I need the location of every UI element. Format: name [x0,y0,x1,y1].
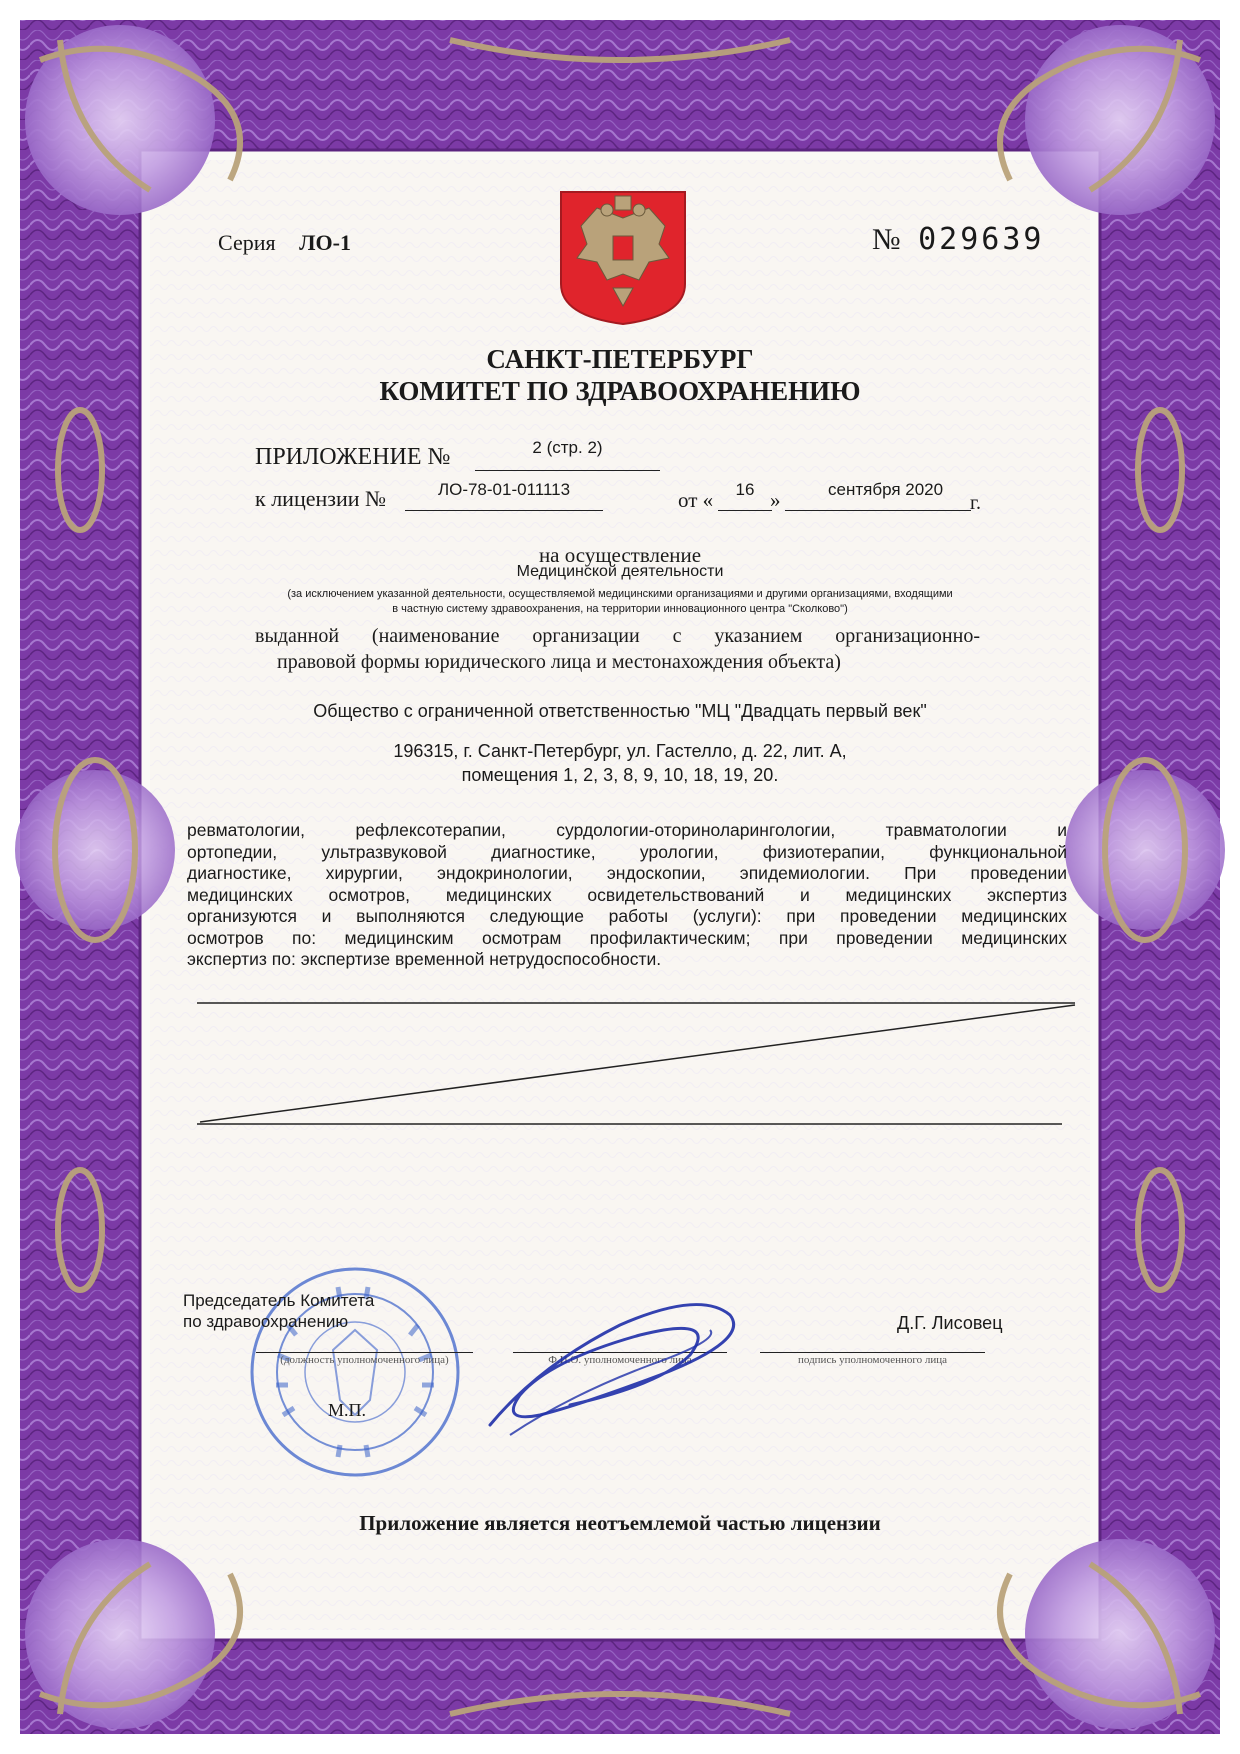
signer-position-line2: по здравоохранению [183,1312,349,1331]
date-year-suffix: г. [970,492,981,514]
issued-line2: правовой формы юридического лица и местонахождения объекта) [277,651,841,673]
address-line1: 196315, г. Санкт-Петербург, ул. Гастелло, д. 22, лит. А, [393,741,847,761]
activity-note-line2: в частную систему здравоохранения, на территории инновационного центра "Сколково") [392,603,848,615]
activity-note-line1: (за исключением указанной деятельности, осуществляемой медицинскими организациями и другими организациями, входящими [287,588,953,600]
authority-committee: КОМИТЕТ ПО ЗДРАВООХРАНЕНИЮ [379,376,861,406]
series-value: ЛО-1 [299,230,351,255]
series-label: Серия [218,230,276,255]
body-line: медицинских осмотров, медицинских освидетельствований и медицинских экспертиз [187,884,1067,905]
activity-lead: на осуществление [538,543,702,567]
activity-name: Медицинской деятельности [516,563,724,580]
body-line: экспертиз по: экспертизе временной нетрудоспособности. [187,949,662,969]
signer-position-line1: Председатель Комитета [183,1291,375,1310]
date-month-year: сентября 2020 [828,480,944,499]
signer-position [183,1290,374,1332]
date-day: 16 [735,480,755,499]
body-line: организуются и выполняются следующие работы (услуги): при проведении медицинских [187,906,1067,926]
seal-mark: М.П. [328,1400,367,1420]
issued-line1: выданной (наименование организации с указанием организационно- [255,625,980,647]
signature-underline [760,1352,985,1353]
address-line2: помещения 1, 2, 3, 8, 9, 10, 18, 19, 20. [461,765,779,785]
date-day-close: » [770,488,781,512]
authority-city: САНКТ-ПЕТЕРБУРГ [486,344,754,374]
appendix-value: 2 (стр. 2) [532,438,603,457]
handwritten-signature [480,1285,760,1445]
footer-statement: Приложение является неотъемлемой частью лицензии [359,1511,881,1535]
body-line: диагностике, хирургии, эндокринологии, эндоскопии, эпидемиологии. При проведении [187,863,1067,883]
caption-name: Ф.И.О. уполномоченного лица [548,1354,692,1366]
caption-position: (должность уполномоченного лица) [280,1354,449,1366]
body-line: осмотров по: медицинским осмотрам профилактическим; при проведении медицинских [187,927,1067,948]
signer-name: Д.Г. Лисовец [897,1313,1003,1333]
serial-number: 029639 [918,222,1045,257]
appendix-label: ПРИЛОЖЕНИЕ № [255,444,451,470]
date-from-label: от « [678,488,714,512]
caption-signature: подпись уполномоченного лица [798,1354,947,1366]
body-line: ортопедии, ультразвуковой диагностике, урологии, физиотерапии, функциональной [187,841,1067,862]
number-sign: № [872,223,901,256]
license-number: ЛО-78-01-011113 [437,480,571,499]
body-line: ревматологии, рефлексотерапии, сурдологии-оториноларингологии, травматологии и [187,820,1067,840]
license-label: к лицензии № [255,486,386,511]
position-underline [256,1352,473,1353]
organization-name: Общество с ограниченной ответственностью "МЦ "Двадцать первый век" [313,701,927,721]
